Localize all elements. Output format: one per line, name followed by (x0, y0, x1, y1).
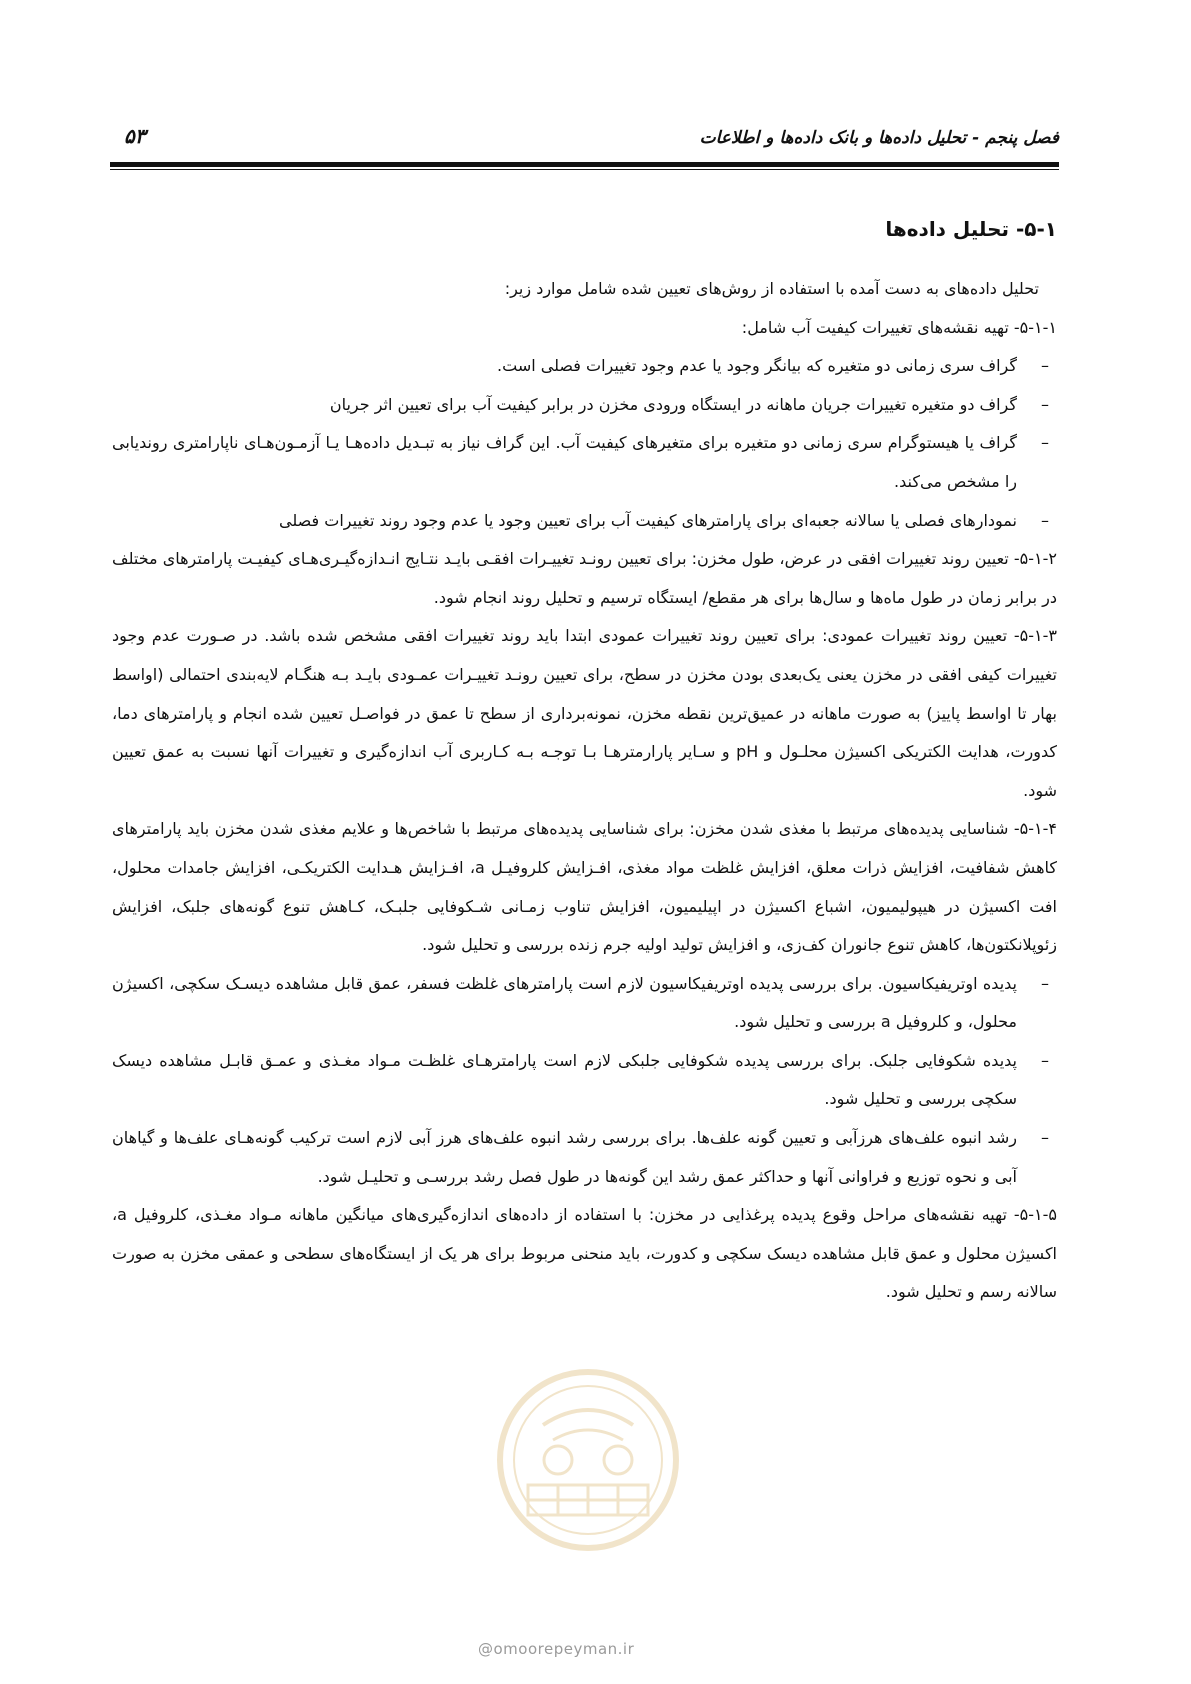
intro-paragraph: تحلیل داده‌های به دست آمده با استفاده از روش‌های تعیین شده شامل موارد زیر: (504, 279, 1039, 298)
bullet-list-1 (112, 347, 1057, 540)
list-item: – رشد انبوه علف‌های هرزآبی و تعیین گونه علف‌ها. برای بررسی رشد انبوه علف‌های هرز آبی لازم است ترکیب گونه‌هـای علف‌ها و گیاهان آبی و نحوه توزیع و فراوانی آنها و حداکثر عمق رشد این گونه‌ها در طول فصل رشد بررسـی و تحلیـل شود. (112, 1119, 1017, 1196)
body-content (112, 214, 1057, 1312)
list-item: – نمودارهای فصلی یا سالانه جعبه‌ای برای پارامترهای کیفیت آب برای تعیین وجود یا عدم وجود روند تغییرات فصلی (112, 502, 1017, 541)
bullet-list-2 (112, 965, 1057, 1197)
item-5-1-1: ۵-۱-۱- تهیه نقشه‌های تغییرات کیفیت آب شامل: (741, 317, 1057, 337)
page-number: ۵۳ (124, 124, 146, 148)
watermark-url: @omoorepeyman.ir (478, 1640, 635, 1658)
item-5-1-3: ۵-۱-۳- تعیین روند تغییرات عمودی: برای تعیین روند تغییرات عمودی ابتدا باید روند تغییرات افقی مشخص شده باشد. در صـورت عدم وجود تغییرات کیفی افقی در مخزن یعنی یک‌بعدی بودن مخزن در سطح، برای تعیین رونـد تغییـرات عمـودی بایـد بـه هنگـام لایه‌بندی احتمالی (اواسط بهار تا اواسط پاییز) به صورت ماهانه در عمیق‌ترین نقطه مخزن، نمونه‌برداری از سطح تا عمق در فواصـل تعیین شده انجام و پارامترهای دما، کدورت، هدایت الکتریکی اکسیژن محلـول و pH و سـایر پارارمترهـا بـا توجـه بـه کـاربری آب اندازه‌گیری و تغییرات آنها نسبت به عمق تعیین شود. (112, 626, 1058, 800)
section-heading: ۵-۱- تحلیل داده‌ها (885, 217, 1057, 241)
header-rule-thick (110, 162, 1059, 167)
running-header (110, 122, 1059, 162)
list-item: – گراف سری زمانی دو متغیره که بیانگر وجود یا عدم وجود تغییرات فصلی است. (112, 347, 1017, 386)
chapter-title: فصل پنجم - تحلیل داده‌ها و بانک داده‌ها و اطلاعات (699, 128, 1059, 148)
list-item: – گراف یا هیستوگرام سری زمانی دو متغیره برای متغیرهای کیفیت آب. این گراف نیاز به تبـدیل داده‌هـا یـا آزمـون‌هـای ناپارامتری روندیابی را مشخص می‌کند. (112, 424, 1017, 501)
list-item: – گراف دو متغیره تغییرات جریان ماهانه در ایستگاه ورودی مخزن در برابر کیفیت آب برای تعیین اثر جریان (112, 386, 1017, 425)
seal-watermark-icon (483, 1365, 693, 1555)
item-5-1-4: ۵-۱-۴- شناسایی پدیده‌های مرتبط با مغذی شدن مخزن: برای شناسایی پدیده‌های مرتبط با شاخص‌ها و علایم مغذی شدن مخزن باید پارامترهای کاهش شفافیت، افزایش ذرات معلق، افزایش غلظت مواد مغذی، افـزایش کلروفیـل a، افـزایش هـدایت الکتریکـی، افزایش جامدات محلول، افت اکسیژن در هیپولیمیون، اشباع اکسیژن در اپیلیمیون، افزایش تناوب زمـانی شـکوفایی جلبـک، کـاهش تنوع گونه‌های جلبک، افزایش زئوپلانکتون‌ها، کاهش تنوع جانوران کف‌زی، و افزایش تولید اولیه جرم زنده بررسی و تحلیل شود. (112, 819, 1058, 955)
item-5-1-5: ۵-۱-۵- تهیه نقشه‌های مراحل وقوع پدیده پرغذایی در مخزن: با استفاده از داده‌های اندازه‌گیری‌های میانگین ماهانه مـواد مغـذی، کلروفیل a، اکسیژن محلول و عمق قابل مشاهده دیسک سکچی و کدورت، باید منحنی مربوط برای هر یک از ایستگاه‌های سطحی و عمقی مخزن به صورت سالانه رسم و تحلیل شود. (112, 1205, 1057, 1302)
item-5-1-2: ۵-۱-۲- تعیین روند تغییرات افقی در عرض، طول مخزن: برای تعیین رونـد تغییـرات افقـی بایـد نتـایج انـدازه‌گیـری‌هـای کیفیـت پارامترهای مختلف در برابر زمان در طول ماه‌ها و سال‌ها برای هر مقطع/ ایستگاه ترسیم و تحلیل روند انجام شود. (112, 549, 1057, 607)
list-item: – پدیده اوتریفیکاسیون. برای بررسی پدیده اوتریفیکاسیون لازم است پارامترهای غلظت فسفر، عمق قابل مشاهده دیسـک سکچی، اکسیژن محلول، و کلروفیل a بررسی و تحلیل شود. (112, 965, 1017, 1042)
list-item: – پدیده شکوفایی جلبک. برای بررسی پدیده شکوفایی جلبکی لازم است پارامترهـای غلظـت مـواد مغـذی و عمـق قابـل مشاهده دیسک سکچی بررسی و تحلیل شود. (112, 1042, 1017, 1119)
header-rule-thin (110, 169, 1059, 170)
